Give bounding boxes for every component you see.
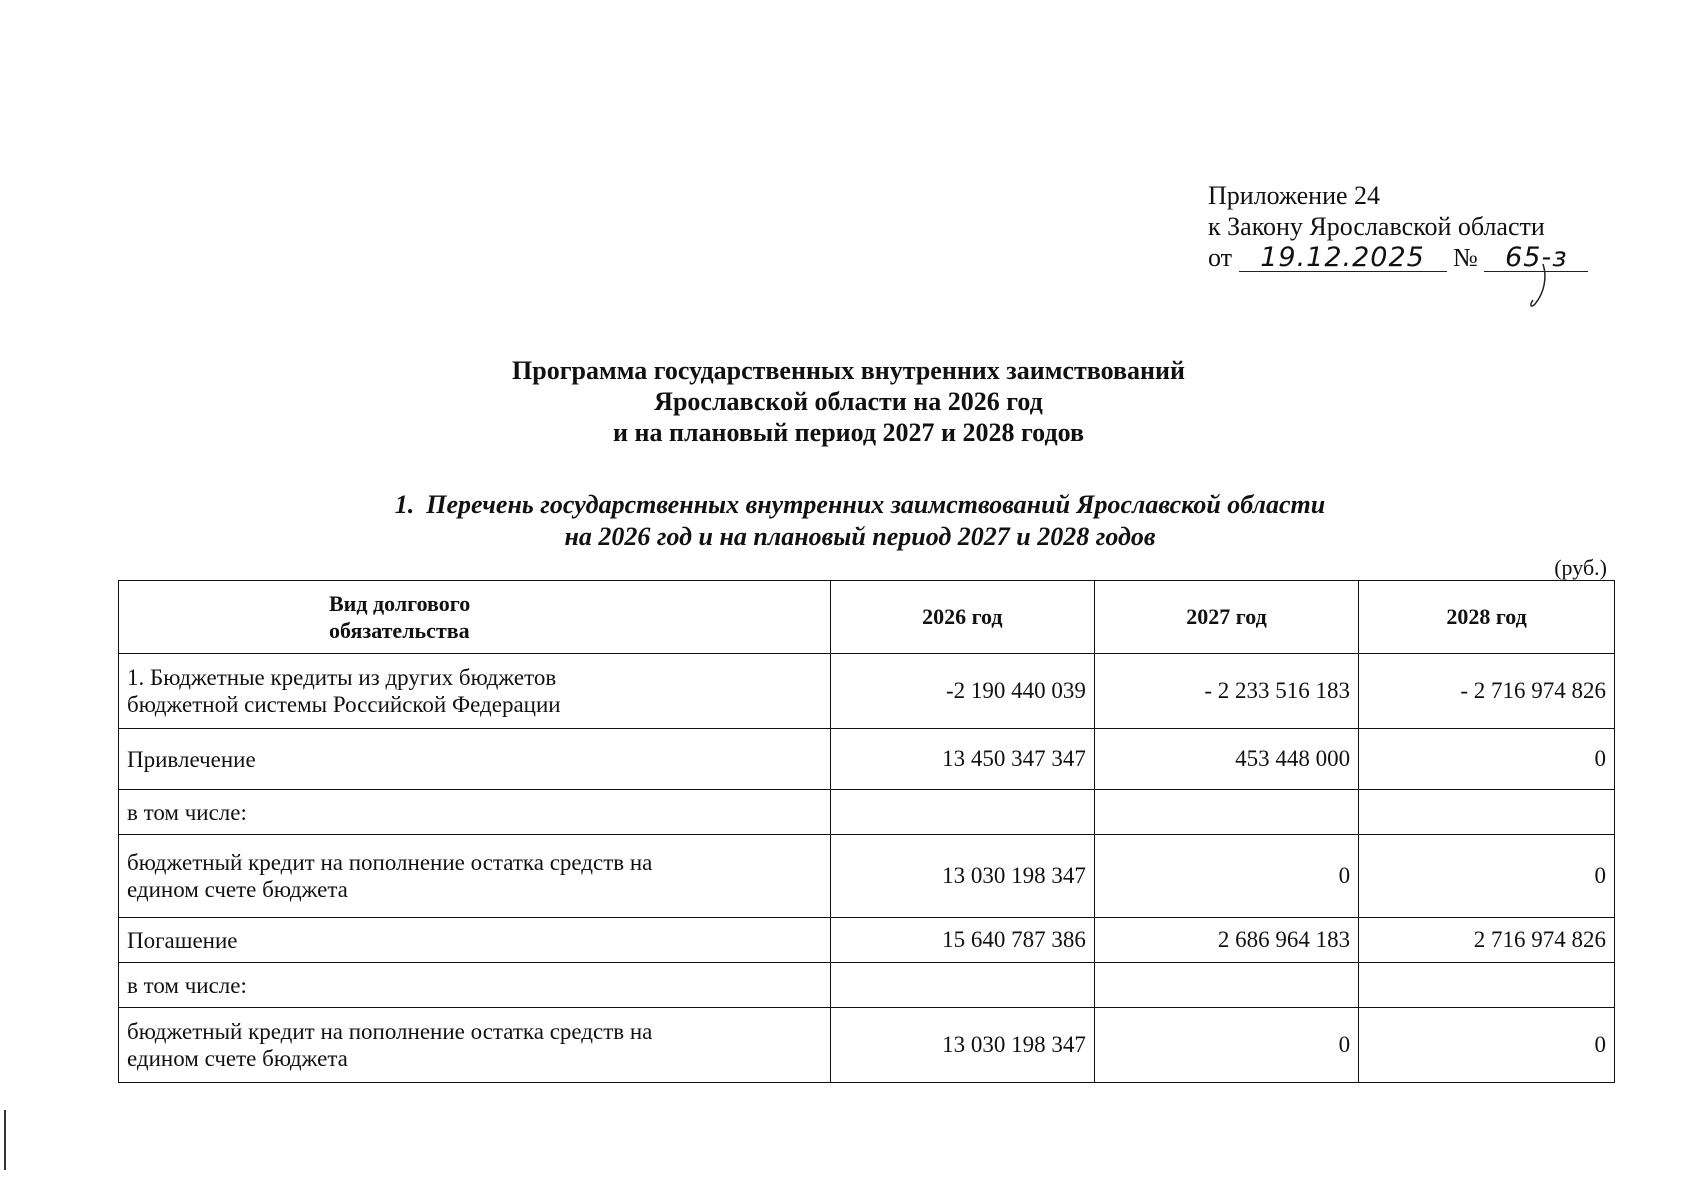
appendix-date-line [1208, 242, 1638, 273]
table-row [119, 1008, 1615, 1083]
section-title-line-2: на 2026 год и на плановый период 2027 и 2028 годов [564, 522, 1156, 551]
section-title [200, 489, 1520, 553]
cell-2026: 13 030 198 347 [830, 835, 1094, 918]
cell-2026: 13 450 347 347 [830, 729, 1094, 790]
cell-2027: 0 [1094, 1008, 1358, 1083]
section-number: 1. [394, 490, 415, 519]
table-row [119, 918, 1615, 963]
cell-2026 [830, 790, 1094, 835]
row-label: в том числе: [119, 790, 831, 835]
document-title [0, 355, 1697, 448]
cell-2028: 2 716 974 826 [1359, 918, 1615, 963]
row-label: бюджетный кредит на пополнение остатка средств на едином счете бюджета [119, 1008, 831, 1083]
cell-2028: 0 [1359, 729, 1615, 790]
appendix-block [1208, 180, 1638, 273]
handwritten-law-number: 65-з [1484, 245, 1588, 272]
number-prefix: № [1453, 243, 1478, 272]
cell-2028 [1359, 790, 1615, 835]
date-prefix: от [1208, 243, 1233, 272]
title-line-1: Программа государственных внутренних заимствований [512, 356, 1185, 385]
scan-margin-mark [4, 1110, 6, 1170]
title-line-3: и на плановый период 2027 и 2028 годов [613, 418, 1084, 447]
cell-2028: - 2 716 974 826 [1359, 654, 1615, 729]
table-row [119, 729, 1615, 790]
cell-2026: 13 030 198 347 [830, 1008, 1094, 1083]
table-header-row [119, 581, 1615, 654]
header-2026: 2026 год [830, 581, 1094, 654]
cell-2027: 0 [1094, 835, 1358, 918]
row-label: Привлечение [119, 729, 831, 790]
header-2027: 2027 год [1094, 581, 1358, 654]
cell-2026 [830, 963, 1094, 1008]
section-heading: Перечень государственных внутренних заимствований Ярославской области [426, 490, 1326, 519]
cell-2028: 0 [1359, 1008, 1615, 1083]
cell-2028 [1359, 963, 1615, 1008]
row-label: бюджетный кредит на пополнение остатка средств на едином счете бюджета [119, 835, 831, 918]
currency-units: (руб.) [1554, 555, 1607, 580]
appendix-number: Приложение 24 [1208, 181, 1381, 210]
row-label: 1. Бюджетные кредиты из других бюджетов бюджетной системы Российской Федерации [119, 654, 831, 729]
table-row [119, 654, 1615, 729]
row-label: в том числе: [119, 963, 831, 1008]
cell-2027 [1094, 790, 1358, 835]
section-title-line-1 [200, 489, 1520, 521]
cell-2027: - 2 233 516 183 [1094, 654, 1358, 729]
table-row [119, 835, 1615, 918]
cell-2026: -2 190 440 039 [830, 654, 1094, 729]
table-row [119, 790, 1615, 835]
handwritten-date: 19.12.2025 [1239, 245, 1447, 272]
header-debt-type: Вид долгового обязательства [119, 581, 831, 654]
table-row [119, 963, 1615, 1008]
appendix-law-reference: к Закону Ярославской области [1208, 212, 1545, 241]
title-line-2: Ярославской области на 2026 год [654, 387, 1043, 416]
cell-2026: 15 640 787 386 [830, 918, 1094, 963]
cell-2028: 0 [1359, 835, 1615, 918]
cell-2027 [1094, 963, 1358, 1008]
handwritten-stroke [1525, 262, 1555, 312]
borrowings-table [118, 580, 1615, 1083]
cell-2027: 453 448 000 [1094, 729, 1358, 790]
row-label: Погашение [119, 918, 831, 963]
header-2028: 2028 год [1359, 581, 1615, 654]
cell-2027: 2 686 964 183 [1094, 918, 1358, 963]
